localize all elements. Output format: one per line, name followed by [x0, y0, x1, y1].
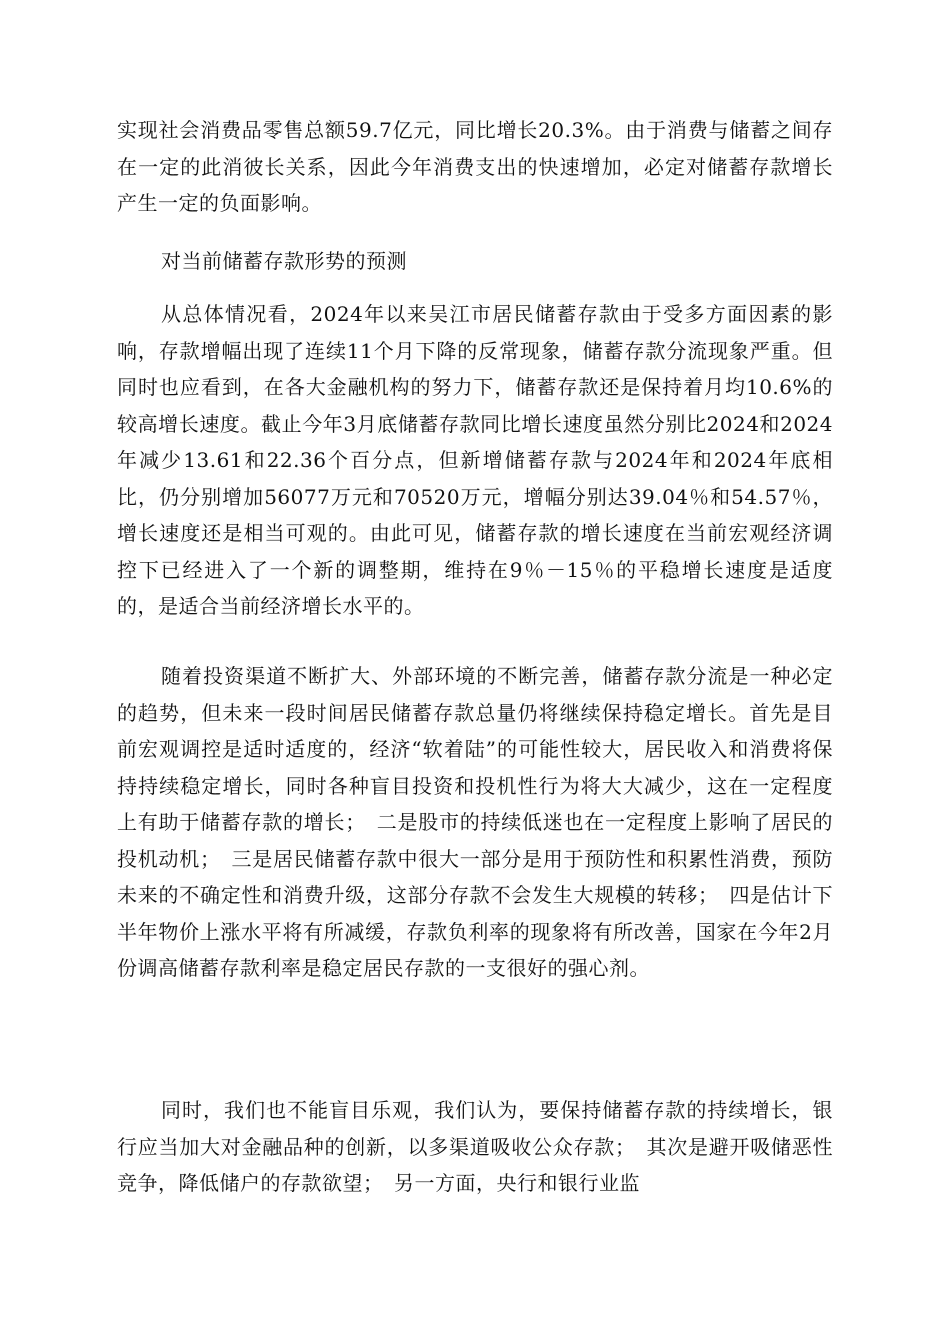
- paragraph-growth-outlook: 随着投资渠道不断扩大、外部环境的不断完善，储蓄存款分流是一种必定的趋势，但未来一段时间居民储蓄存款总量仍将继续保持稳定增长。首先是目前宏观调控是适时适度的，经济“软着陆”的可能性较大，居民收入和消费将保持持续稳定增长，同时各种盲目投资和投机性行为将大大减少，这在一定程度上有助于储蓄存款的增长； 二是股市的持续低迷也在一定程度上影响了居民的投机动机； 三是居民储蓄存款中很大一部分是用于预防性和积累性消费，预防未来的不确定性和消费升级，这部分存款不会发生大规模的转移； 四是估计下半年物价上涨水平将有所减缓，存款负利率的现象将有所改善，国家在今年2月份调高储蓄存款利率是稳定居民存款的一支很好的强心剂。: [117, 664, 833, 980]
- section-heading-forecast: 对当前储蓄存款形势的预测: [161, 249, 407, 273]
- paragraph-caution: 同时，我们也不能盲目乐观，我们认为，要保持储蓄存款的持续增长，银行应当加大对金融品种的创新，以多渠道吸收公众存款； 其次是避开吸储恶性竞争，降低储户的存款欲望； 另一方面，央行和银行业监: [117, 1098, 833, 1195]
- paragraph-consumption-impact: 实现社会消费品零售总额59.7亿元，同比增长20.3%。由于消费与储蓄之间存在一定的此消彼长关系，因此今年消费支出的快速增加，必定对储蓄存款增长产生一定的负面影响。: [117, 118, 833, 215]
- paragraph-overall-situation: 从总体情况看，2024年以来吴江市居民储蓄存款由于受多方面因素的影响，存款增幅出现了连续11个月下降的反常现象，储蓄存款分流现象严重。但同时也应看到，在各大金融机构的努力下，储蓄存款还是保持着月均10.6%的较高增长速度。截止今年3月底储蓄存款同比增长速度虽然分别比2024和2024年减少13.61和22.36个百分点，但新增储蓄存款与2024年和2024年底相比，仍分别增加56077万元和70520万元，增幅分别达39.04％和54.57％，增长速度还是相当可观的。由此可见，储蓄存款的增长速度在当前宏观经济调控下已经进入了一个新的调整期，维持在9％－15％的平稳增长速度是适度的，是适合当前经济增长水平的。: [117, 302, 833, 618]
